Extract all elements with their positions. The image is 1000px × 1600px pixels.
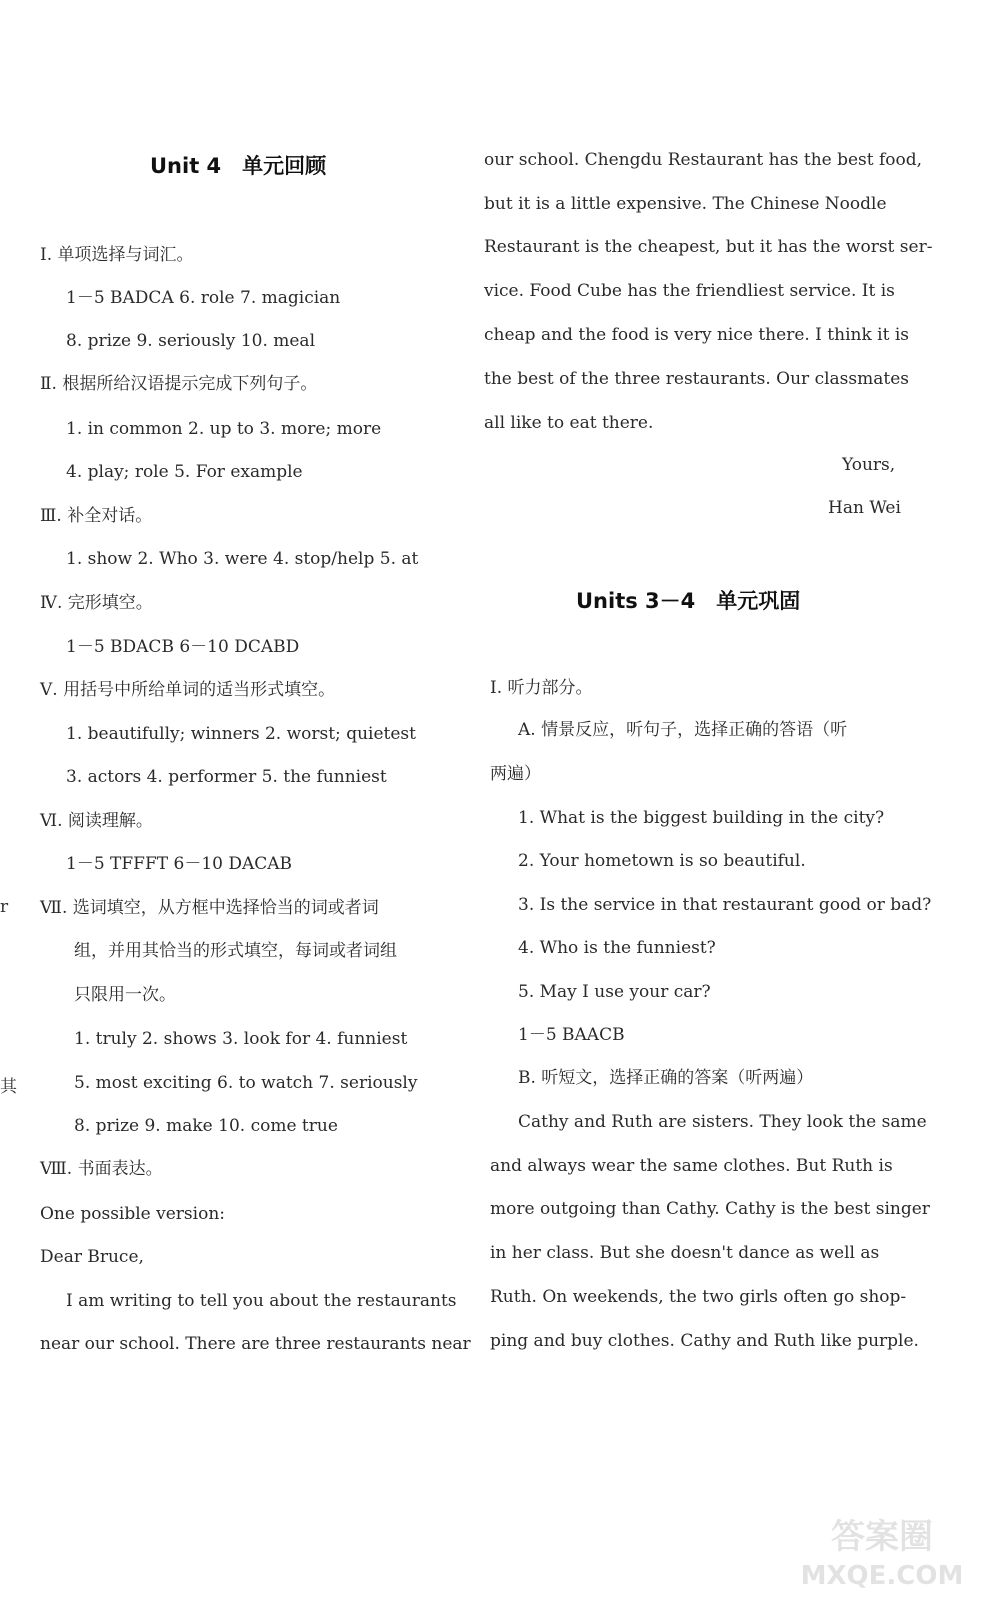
right-line: vice. Food Cube has the friendliest service. It is	[484, 281, 895, 301]
left-line: Ⅱ. 根据所给汉语提示完成下列句子。	[40, 374, 318, 394]
right-line: cheap and the food is very nice there. I think it is	[484, 325, 910, 345]
right-line: our school. Chengdu Restaurant has the best food,	[484, 150, 923, 170]
left-line: 8. prize 9. make 10. come true	[74, 1116, 338, 1136]
left-line: 4. play; role 5. For example	[66, 462, 303, 482]
left-line: 1. show 2. Who 3. were 4. stop/help 5. at	[66, 549, 419, 569]
left-line: 1. truly 2. shows 3. look for 4. funniest	[74, 1029, 408, 1049]
left-line: 1－5 BADCA 6. role 7. magician	[66, 288, 341, 308]
left-line: Ⅷ. 书面表达。	[40, 1159, 163, 1179]
section-title-units3-4: Units 3－4 单元巩固	[576, 589, 801, 613]
left-line: Ⅰ. 单项选择与词汇。	[40, 245, 194, 265]
left-line: 1. beautifully; winners 2. worst; quietest	[66, 724, 416, 744]
left-line: 1. in common 2. up to 3. more; more	[66, 419, 382, 439]
right-line: A. 情景反应，听句子，选择正确的答语（听	[518, 720, 848, 740]
left-line: Ⅵ. 阅读理解。	[40, 811, 153, 831]
watermark-logo	[782, 1512, 982, 1592]
left-line: Ⅲ. 补全对话。	[40, 506, 153, 526]
right-line: the best of the three restaurants. Our classmates	[484, 369, 909, 389]
watermark-line1: 答案圈	[831, 1517, 933, 1557]
right-line: Han Wei	[828, 498, 901, 518]
left-line: Dear Bruce,	[40, 1247, 144, 1267]
edge-mark-1: r	[0, 897, 9, 917]
section-title-unit4: Unit 4 单元回顾	[150, 154, 327, 178]
left-line: 8. prize 9. seriously 10. meal	[66, 331, 316, 351]
right-line: 1－5 BAACB	[518, 1025, 625, 1045]
left-line: 组，并用其恰当的形式填空，每词或者词组	[74, 941, 397, 961]
right-line: Restaurant is the cheapest, but it has the worst ser-	[484, 237, 933, 257]
left-line: Ⅳ. 完形填空。	[40, 593, 153, 613]
watermark-line2: MXQE.COM	[800, 1561, 964, 1591]
right-line: but it is a little expensive. The Chinese Noodle	[484, 194, 887, 214]
right-line: 两遍）	[490, 764, 541, 784]
right-line: Ⅰ. 听力部分。	[490, 678, 593, 698]
right-line: Cathy and Ruth are sisters. They look the same	[518, 1112, 927, 1132]
right-line: all like to eat there.	[484, 413, 654, 433]
left-line: One possible version:	[40, 1204, 225, 1224]
left-line: 5. most exciting 6. to watch 7. seriously	[74, 1073, 418, 1093]
right-line: 2. Your hometown is so beautiful.	[518, 851, 806, 871]
right-line: 1. What is the biggest building in the city?	[518, 808, 885, 828]
right-line: and always wear the same clothes. But Ruth is	[490, 1156, 893, 1176]
left-line: I am writing to tell you about the restaurants	[66, 1291, 457, 1311]
right-line: ping and buy clothes. Cathy and Ruth like purple.	[490, 1331, 919, 1351]
left-line: 1－5 TFFFT 6－10 DACAB	[66, 854, 293, 874]
right-line: 3. Is the service in that restaurant good or bad?	[518, 895, 932, 915]
right-line: 4. Who is the funniest?	[518, 938, 716, 958]
left-line: 1－5 BDACB 6－10 DCABD	[66, 637, 300, 657]
right-line: Ruth. On weekends, the two girls often go shop-	[490, 1287, 907, 1307]
left-line: 3. actors 4. performer 5. the funniest	[66, 767, 387, 787]
right-line: Yours,	[842, 455, 896, 475]
left-line: 只限用一次。	[74, 985, 176, 1005]
right-line: more outgoing than Cathy. Cathy is the best singer	[490, 1199, 930, 1219]
right-line: 5. May I use your car?	[518, 982, 711, 1002]
left-line: Ⅴ. 用括号中所给单词的适当形式填空。	[40, 680, 336, 700]
left-line: Ⅶ. 选词填空，从方框中选择恰当的词或者词	[40, 898, 379, 918]
right-line: in her class. But she doesn't dance as well as	[490, 1243, 880, 1263]
right-line: B. 听短文，选择正确的答案（听两遍）	[518, 1068, 814, 1088]
left-line: near our school. There are three restaurants near	[40, 1334, 471, 1354]
edge-mark-2: 其	[0, 1077, 17, 1097]
